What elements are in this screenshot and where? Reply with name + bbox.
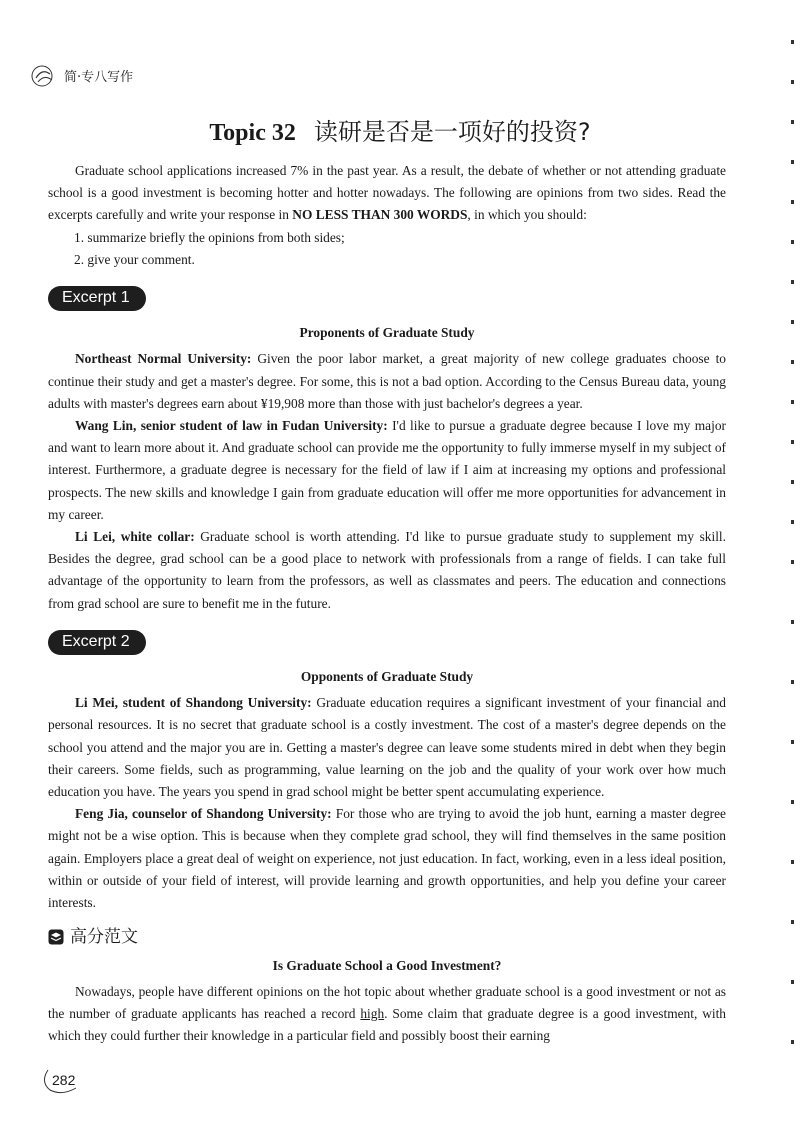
- model-essay-paragraph: [48, 981, 726, 1048]
- underlined-word: high: [360, 1005, 385, 1021]
- topic-chinese-title: 读研是否是一项好的投资?: [313, 118, 591, 146]
- excerpt-2-paragraph: [48, 803, 726, 914]
- essay-text-b: . Some claim that graduate degree is a good investment, with which they could further their knowledge in a particular field and possibly boost their earning: [48, 1005, 727, 1044]
- margin-binding-marks: [788, 20, 794, 1120]
- main-content: [48, 160, 726, 1047]
- speaker-name: Northeast Normal University:: [75, 351, 252, 367]
- excerpt-1-paragraph: [48, 415, 726, 526]
- book-label: 简·专八写作: [64, 69, 134, 85]
- excerpt-1-paragraph: [48, 348, 726, 415]
- instruction-item-1: 1. summarize briefly the opinions from both sides;: [74, 229, 345, 245]
- book-logo-icon: [30, 62, 60, 88]
- layers-icon: [48, 929, 64, 945]
- opinion-text: For those who are trying to avoid the job hunt, earning a master degree might not be a wise option. This is because when they complete grad school, they will find themselves in the same position again. Employers place a great deal of weight on experience, not just education. In fact, working, even in a less ideal position, within or outside of your field of interest, will provide learning and growth opportunities, and help you define your career interests.: [48, 806, 726, 911]
- opinion-text: Graduate school is worth attending. I'd like to pursue graduate study to supplement my skill. Besides the degree, grad school can be a good place to network with professionals from a range of fields. I can take full advantage of the opportunity to learn from the professors, as well as classmates and peers. The education and connections from grad school are sure to benefit me in the future.: [48, 529, 726, 611]
- running-header: [30, 62, 133, 88]
- opinion-text: Given the poor labor market, a great majority of new college graduates choose to continue their study and get a master's degree. For some, this is not a bad option. According to the Census Bureau data, young adults with master's degrees earn about ¥19,908 more than those with just bachelor's degrees a year.: [48, 351, 726, 411]
- page-title: [0, 112, 800, 147]
- excerpt-2-badge: Excerpt 2: [48, 630, 146, 655]
- intro-text-b: , in which you should:: [467, 207, 587, 223]
- excerpt-2-heading: Opponents of Graduate Study: [300, 669, 474, 685]
- page-number-text: 282: [52, 1072, 76, 1088]
- essay-text-a: Nowadays, people have different opinions on the hot topic about whether graduate school is a good investment or not as the number of graduate applicants has reached a record: [48, 983, 726, 1021]
- intro-paragraph: [48, 160, 726, 227]
- speaker-name: Li Lei, white collar:: [75, 529, 195, 545]
- speaker-name: Wang Lin, senior student of law in Fudan University:: [75, 418, 388, 434]
- word-requirement: NO LESS THAN 300 WORDS: [292, 207, 468, 223]
- excerpt-1-heading: Proponents of Graduate Study: [299, 325, 475, 341]
- opinion-text: Graduate education requires a significant investment of your financial and personal resources. It is no secret that graduate school is a costly investment. The cost of a master's degree depends on the school you attend and the major you are in. Getting a master's degree can leave some students mired in debt when they begin their careers. Some fields, such as programming, value learning on the job and the quality of your work over how much education you have. The years you spend in grad school might be better spent accumulating experience.: [48, 695, 726, 800]
- model-essay-title: Is Graduate School a Good Investment?: [272, 957, 502, 973]
- speaker-name: Li Mei, student of Shandong University:: [75, 695, 312, 711]
- excerpt-1-paragraph: [48, 526, 726, 615]
- topic-number: Topic 32: [209, 120, 296, 146]
- model-essay-section-header: [48, 926, 726, 948]
- speaker-name: Feng Jia, counselor of Shandong University:: [75, 806, 332, 822]
- intro-text-a: Graduate school applications increased 7% in the past year. As a result, the debate of whether or not attending graduate school is a good investment is becoming hotter and hotter nowadays. The following are opinions from two sides. Read the excerpts carefully and write your response in: [48, 163, 726, 223]
- excerpt-1-badge: Excerpt 1: [48, 286, 146, 311]
- excerpt-2-paragraph: [48, 692, 726, 803]
- opinion-text: I'd like to pursue a graduate degree because I love my major and want to learn more about it. And graduate school can provide me the opportunity to fully immerse myself in my subject of interest. Furthermore, a graduate degree is necessary for the field of law if I aim at increasing my options and professional prospects. The new skills and knowledge I gain from graduate education will offer me more opportunities for advancement in my career.: [48, 418, 726, 522]
- instruction-item-2: 2. give your comment.: [74, 251, 195, 267]
- page-number: [42, 1066, 82, 1096]
- model-essay-label: 高分范文: [70, 927, 138, 948]
